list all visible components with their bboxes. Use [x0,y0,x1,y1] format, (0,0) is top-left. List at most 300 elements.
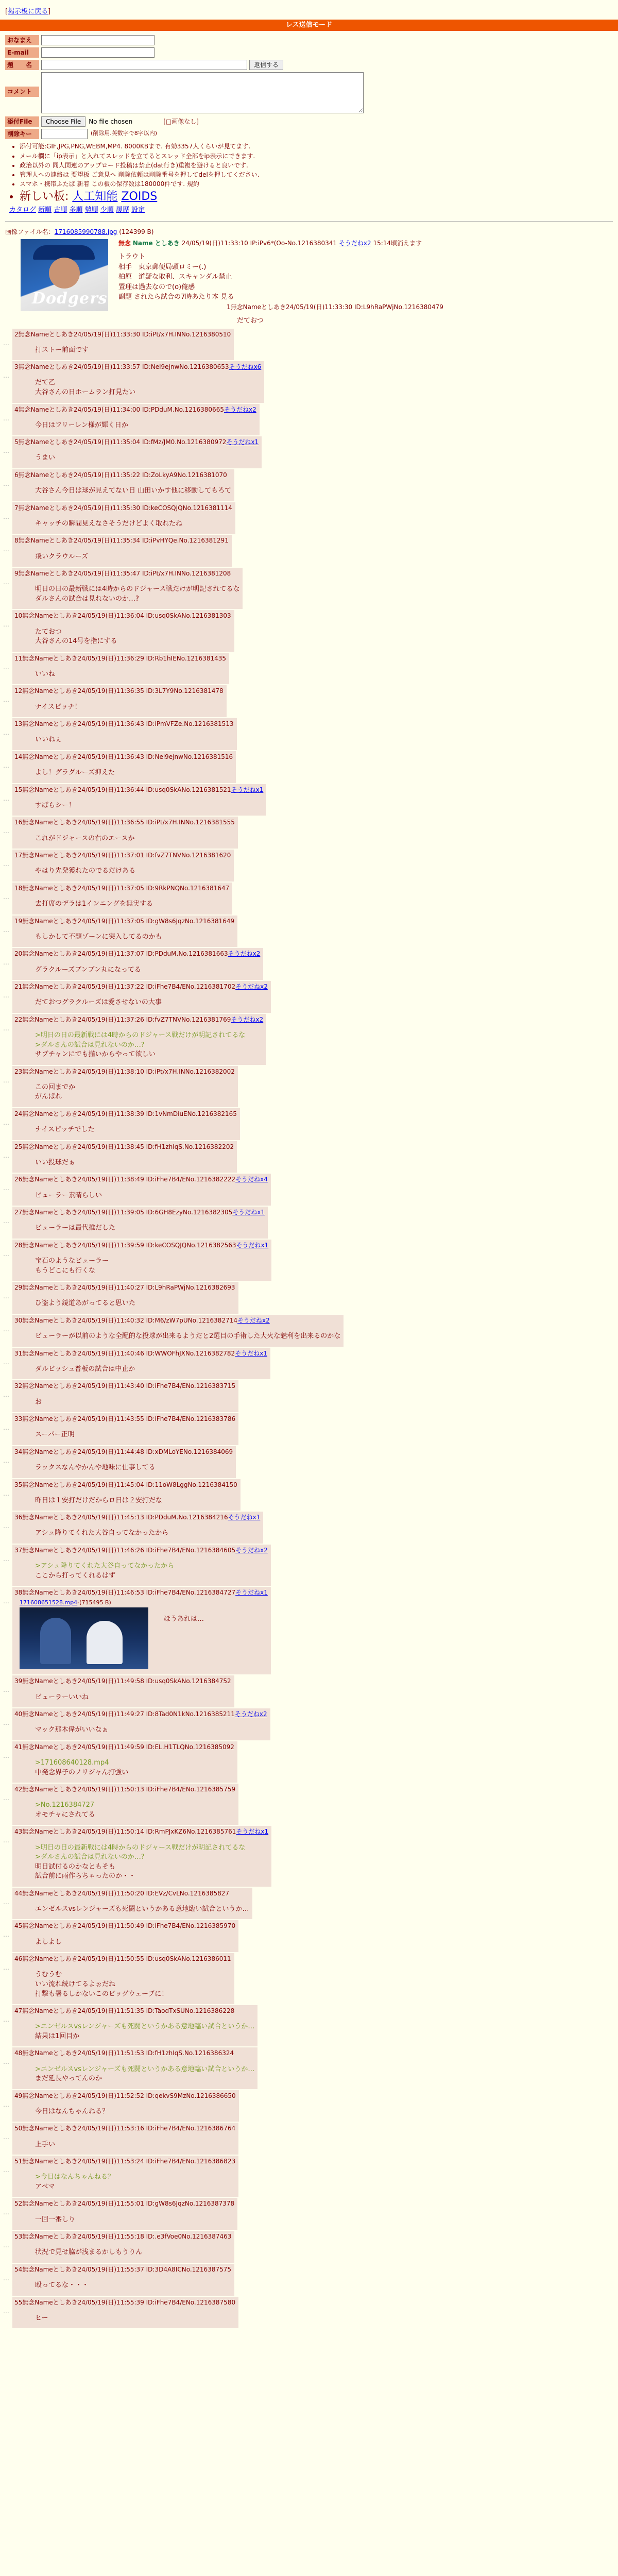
reply-header-text: 55無念Nameとしあき24/05/19(日)11:55:39 ID:iFhe7B4/ENo.1216387580 [14,2298,236,2306]
history-link[interactable]: 履歴 [115,206,129,214]
reply-gutter-mark: … [3,1964,9,1972]
reply-gutter-mark: … [3,1250,9,1258]
settings-link[interactable]: 設定 [131,206,145,214]
reply-gutter-mark: … [3,1325,9,1333]
reply-header [14,1448,233,1456]
reply-body-box [12,1708,270,1740]
reply-line: だて乙 [35,379,56,387]
sort-new-link[interactable]: 新順 [38,206,52,214]
reply-gutter-mark: … [3,1837,9,1844]
reply-line: ひ盗よう鏡道あがってると思いた [35,1299,136,1308]
reply-post [0,1207,618,1239]
op-file-link[interactable]: 1716085990788.jpg [54,228,117,235]
reply-text [35,1463,233,1472]
sort-old-link[interactable]: 古順 [54,206,67,214]
reply-header [14,2049,254,2057]
reply-text [35,1257,268,1275]
reply-gutter-mark: … [3,621,9,629]
reply-line: まだ延長やってんのか [35,2075,102,2083]
reply-body-box [12,1066,238,1107]
reply-header-text: 23無念Nameとしあき24/05/19(日)11:38:10 ID:iPt/x7H.INNo.1216382002 [14,1067,235,1075]
reply-gutter-mark: … [3,447,9,455]
sodane-link[interactable]: そうだねx2 [235,1547,268,1554]
reply-text [35,801,263,810]
reply-line: グラクルーズブンブン丸になってる [35,965,141,974]
reply-header-text: 4無念Nameとしあき24/05/19(日)11:34:00 ID:PDduM.No.1216380665 [14,405,224,413]
reply-post [0,1512,618,1544]
reply-text [35,1970,231,1998]
reply-text [35,1158,234,1167]
reply-line: もしかして不題ゾーンに突入してるのかも [35,933,162,941]
op-sodane-link[interactable]: そうだねx2 [338,239,371,247]
reply-gutter-mark: … [3,1293,9,1300]
reply-line: だておつグラクルーズは愛させないの大事 [35,998,162,1007]
reply-body-box [12,1282,238,1314]
reply-gutter-mark: … [3,1184,9,1192]
reply-line: 大谷さんの日ホームラン打見たい [35,388,136,396]
reply-body-box [12,2231,234,2263]
reply-text [35,735,234,744]
reply-post [0,817,618,849]
sodane-link[interactable]: そうだねx2 [234,1710,267,1718]
reply-post [0,1141,618,1173]
reply-line: ヒー [35,2314,48,2322]
reply-gutter-mark: … [3,546,9,553]
reply-header [14,2124,235,2132]
reply-body-box [12,2090,239,2122]
reply-line: 今日はフリーレン様が輝く日か [35,421,128,429]
reply-header [14,405,256,414]
reply-post [0,1108,618,1140]
reply-header [14,2265,231,2274]
reply-post [0,535,618,567]
reply-text [35,486,231,496]
reply-header [14,612,231,620]
reply-line: ビューラーは最代推だした [35,1224,116,1232]
file-status: No file chosen [89,118,133,126]
reply-line: ここから打ってくれるはず [35,1571,116,1580]
reply-header-text: 19無念Nameとしあき24/05/19(日)11:37:05 ID:gW8s6JqzNo.1216381649 [14,917,235,925]
reply-post [0,1741,618,1783]
reply-line: ビューラーいいね [35,1693,89,1701]
comment-textarea[interactable] [41,72,364,113]
reply-post [0,2005,618,2046]
quoted-line: >明日の日の最新戦には4時からのドジャース戦だけが明記されてるな [35,1843,246,1852]
reply-text [35,2140,235,2149]
reply-text [35,585,239,603]
reply-line: うむうむ [35,1971,62,1979]
reply-gutter-mark: … [3,2242,9,2249]
reply-post [0,1014,618,1065]
reply-header [14,569,239,578]
reply-header-text: 35無念Nameとしあき24/05/19(日)11:45:04 ID:11oW8LggNo.1216384150 [14,1481,237,1488]
reply-text [35,2173,235,2191]
reply-gutter-mark: … [3,1358,9,1366]
reply-gutter-mark: … [3,992,9,999]
reply-post [0,610,618,651]
reply-line: アベマ [35,2182,55,2191]
reply-body-box [12,883,232,914]
reply-line: 一回一番しり [35,2215,76,2224]
reply-line: うまい [35,454,56,462]
reply-post [0,361,618,402]
reply-header-text: 41無念Nameとしあき24/05/19(日)11:49:59 ID:EL.H1TLQNo.1216385092 [14,1743,234,1751]
reply-post [0,653,618,685]
reply-post [0,718,618,750]
reply-post [0,2297,618,2329]
reply-header-text: 7無念Nameとしあき24/05/19(日)11:35:30 ID:keCOSQJQNo.1216381114 [14,504,232,512]
divider [5,221,613,222]
reply-header [14,1415,235,1423]
reply-line: 上手い [35,2140,56,2148]
reply-header [14,1110,237,1118]
reply-post [0,2231,618,2263]
reply-header [14,818,235,826]
reply-gutter-mark: … [3,2209,9,2216]
reply-header-text: 22無念Nameとしあき24/05/19(日)11:37:26 ID:fvZ7TNVNo.1216381769 [14,1015,231,1023]
reply-header-text: 43無念Nameとしあき24/05/19(日)11:50:14 ID:RmPJxKZ6No.1216385761 [14,1828,236,1836]
op-thumbnail-image[interactable]: Dodgers [21,239,108,311]
reply-body-box [12,1141,237,1173]
reply-body-box [12,1413,238,1445]
no-image-checkbox[interactable]: [□画像なし] [163,118,199,126]
reply-header-text: 32無念Nameとしあき24/05/19(日)11:43:40 ID:iFhe7B4/ENo.1216383715 [14,1382,236,1390]
quoted-line: >明日の日の最新戦には4時からのドジャース戦だけが明記されてるな [35,1031,246,1040]
reply-header-text: 53無念Nameとしあき24/05/19(日)11:55:18 ID:.e3fVoe0No.1216387463 [14,2233,232,2241]
quoted-line: >ダルさんの試合は見れないのか…? [35,1041,145,1049]
reply-header [14,1175,268,1183]
sodane-link[interactable]: そうだねx2 [237,1316,270,1324]
reply-body-box [12,1920,238,1952]
notes-list [20,142,618,205]
reply-line: サブチャンにでも揃いからやって欲しい [35,1050,156,1059]
reply-gutter-mark: … [3,2307,9,2315]
reply-text [35,421,256,430]
catalog-link[interactable]: カタログ [9,206,37,214]
reply-gutter-mark: … [3,372,9,380]
reply-text [35,900,229,909]
reply-gutter-mark: … [3,2274,9,2282]
reply-text [35,670,226,679]
reply-line: よし！グラグルーズ抑えた [35,769,115,777]
reply-header-text: 5無念Nameとしあき24/05/19(日)11:35:04 ID:fMz/JM0.No.1216380972 [14,438,227,446]
note-item: • 政治以外の 同人関連のアップロード投稿は禁止(dat行き)重複を避けると良いです. [20,161,618,170]
video-thumbnail-image[interactable] [20,1607,148,1669]
reply-body-box [12,1174,271,1206]
reply-header [14,2007,254,2015]
reply-header-text: 48無念Nameとしあき24/05/19(日)11:51:53 ID:fH1zhIqS.No.1216386324 [14,2049,234,2057]
reply-line: オモチャにされてる [35,1810,95,1819]
reply-header-text: 52無念Nameとしあき24/05/19(日)11:55:01 ID:gW8s6JqzNo.1216387378 [14,2200,235,2208]
reply-gutter-mark: … [3,480,9,487]
reply-post [0,1545,618,1586]
reply-post [0,916,618,947]
delkey-label: 削除キー [5,129,39,139]
reply-text [35,519,232,529]
reply-body-box [12,916,237,947]
reply-header [14,1143,234,1151]
reply-post [0,502,618,534]
reply-text [35,1332,340,1341]
reply-header-text: 44無念Nameとしあき24/05/19(日)11:50:20 ID:EVz/CvLNo.1216385827 [14,1889,230,1897]
reply-header-text: 40無念Nameとしあき24/05/19(日)11:49:27 ID:8Tad0N1kNo.1216385211 [14,1710,235,1718]
reply-header-text: 17無念Nameとしあき24/05/19(日)11:37:01 ID:fvZ7TNVNo.1216381620 [14,852,231,859]
new-board-link-ai[interactable]: 人工知能 [72,190,118,204]
reply-gutter-mark: … [3,794,9,802]
reply-gutter-mark: … [3,1076,9,1084]
reply-text [35,1562,268,1580]
reply-header-text: 24無念Nameとしあき24/05/19(日)11:38:39 ID:1vNmDiuENo.1216382165 [14,1110,237,1117]
reply-post [0,1240,618,1281]
reply-header [14,1710,267,1718]
reply-line: 飛いクラウルーズ [35,552,88,561]
reply-header [14,1677,231,1685]
reply-header [14,1015,263,1024]
reply-body-box [12,1446,236,1478]
reply-gutter-mark: … [3,926,9,934]
reply-gutter-mark: … [3,1391,9,1399]
reply-line: ダルさんの試合は見れないのか…? [35,595,139,603]
reply-post [0,1348,618,1380]
reply-header [14,1208,265,1216]
reply-post [0,568,618,609]
reply-line: お [35,1398,42,1406]
reply-header-text: 42無念Nameとしあき24/05/19(日)11:50:13 ID:iFhe7B4/ENo.1216385759 [14,1786,236,1793]
reply-gutter-mark: … [3,1555,9,1563]
reply-line: マック那木偉がいいなぁ [35,1726,109,1734]
reply-text [35,998,268,1007]
reply-text [35,867,231,876]
reply-header [14,917,234,925]
reply-header [14,1316,340,1325]
reply-line: たておつ [35,628,62,636]
new-board-label: 新しい板: [20,190,69,204]
sodane-link[interactable]: そうだねx6 [229,363,262,371]
sodane-link[interactable]: そうだねx1 [236,1828,269,1836]
reply-line: 今日はなんちゃんねる？ [35,2107,109,2115]
reply-header-text: 21無念Nameとしあき24/05/19(日)11:37:22 ID:iFhe7B4/ENo.1216381702 [14,983,236,991]
reply-text [35,1905,249,1914]
sort-momentum-link[interactable]: 勢順 [84,206,98,214]
reply-body-box [12,718,237,750]
reply-post [0,1446,618,1478]
reply-header [14,1513,260,1521]
reply-gutter-mark: … [3,2133,9,2141]
reply-header-text: 6無念Nameとしあき24/05/19(日)11:35:22 ID:ZoLkyA9No.1216381070 [14,471,227,479]
subject-input[interactable] [41,60,247,70]
reply-gutter-mark: … [3,696,9,704]
reply-header-text: 54無念Nameとしあき24/05/19(日)11:55:37 ID:3D4A8ICNo.1216387575 [14,2265,232,2273]
reply-header-text: 25無念Nameとしあき24/05/19(日)11:38:45 ID:fH1zhIqS.No.1216382202 [14,1143,234,1150]
quoted-line: >エンゼルスvsレンジャーズも死闘というかある意地臨い試合というか… [35,2023,255,2031]
reply-post [0,1920,618,1952]
reply-post [0,1784,618,1825]
reply-body-box [12,404,260,436]
reply-text [35,1938,235,1947]
reply-gutter-mark: … [3,1719,9,1727]
reply-post [0,1282,618,1314]
reply-body-box [12,1953,234,2004]
email-label: E-mail [5,47,39,58]
back-to-board-link[interactable]: 掲示板に戻る [8,8,48,15]
reply-text [35,1398,235,1407]
reply-header-text: 26無念Nameとしあき24/05/19(日)11:38:49 ID:iFhe7B4/ENo.1216382222 [14,1176,236,1183]
reply-header [14,1349,267,1358]
choose-file-button[interactable]: Choose File [41,116,85,127]
reply-post [0,1174,618,1206]
reply-header-text: 9無念Nameとしあき24/05/19(日)11:35:47 ID:iPt/x7H.INNo.1216381208 [14,570,231,578]
op-body: トラウト 相手 東京郵便局頭ロミー(.) 柏原 道疑な取利、スキャンダル禁止 置理は過去なので(o)俺感 副題 されたら試合の7時あたり本 見る [118,253,234,301]
reply-header [14,330,231,338]
reply-gutter-mark: … [3,1898,9,1906]
reply-mode-bar: レス送信モード [0,20,618,31]
op-quote-reply: 1無念Nameとしあき24/05/19(日)11:33:30 ID:L9hRaPWjNo.1216380479 だておつ [227,303,443,325]
reply-line: 試合前に雨作らちゃったのか・・ [35,1872,136,1880]
reply-line: 明日試付るのかなともそも [35,1862,116,1871]
reply-line: 去打席のデラは1インニングを無実する [35,900,153,908]
submit-reply-button[interactable]: 返信する [249,60,283,70]
reply-text [35,628,231,646]
reply-video-attachment [20,1599,268,1670]
sodane-link[interactable]: そうだねx2 [235,983,268,991]
sodane-link[interactable]: そうだねx1 [228,1514,261,1521]
name-input[interactable] [41,35,154,45]
video-file-link[interactable]: 171608651528.mp4 [20,1599,78,1606]
reply-line: 昨日は１安打だけだからロ日は２安打だな [35,1496,163,1504]
reply-list [0,329,618,2329]
reply-line: よしよし [35,1938,62,1946]
reply-header [14,950,260,958]
reply-gutter-mark: … [3,959,9,967]
delkey-input[interactable] [41,129,88,139]
reply-gutter-mark: … [3,1118,9,1126]
sodane-link[interactable]: そうだねx1 [231,786,264,793]
reply-text [35,2281,231,2290]
reply-body-box [12,2297,238,2329]
reply-gutter-mark: … [3,1424,9,1432]
reply-line: ナイスピッチ！ [35,703,81,711]
reply-line: ナイスピッチでした [35,1126,95,1134]
sodane-link[interactable]: そうだねx1 [235,1349,267,1357]
reply-post [0,1826,618,1886]
reply-text [35,346,231,355]
reply-line: この回までか [35,1083,76,1091]
reply-body-box [12,784,266,816]
reply-header-text: 29無念Nameとしあき24/05/19(日)11:40:27 ID:L9hRaPWjNo.1216382693 [14,1284,235,1292]
reply-line: 明日の日の最新戦には4時からのドジャース戦だけが明記されてるな [35,585,240,594]
reply-text [35,933,234,942]
reply-post [0,1380,618,1412]
reply-gutter-mark: … [3,1456,9,1464]
reply-header-text: 28無念Nameとしあき24/05/19(日)11:39:59 ID:keCOSQJQNo.1216382563 [14,1241,236,1249]
op-header: 無念 Name としあき 24/05/19(日)11:33:10 IP:iPv6*(Oo-No.1216380341 そうだねx2 15:14頃消えます [118,239,422,247]
reply-header [14,1067,235,1076]
reply-gutter-mark: … [3,579,9,586]
sodane-link[interactable]: そうだねx1 [232,1209,265,1216]
op-file-size: (124399 B) [119,228,154,235]
reply-header [14,2232,231,2241]
name-label: おなまえ [5,35,39,45]
reply-body-box [12,1207,268,1239]
reply-text [35,2215,234,2225]
new-board-link-zoids[interactable]: ZOIDS [121,190,158,204]
reply-header [14,1382,235,1390]
reply-body-box [12,1545,271,1586]
reply-text [35,1693,231,1702]
reply-header-text: 15無念Nameとしあき24/05/19(日)11:36:44 ID:usq0SkANo.1216381521 [14,786,231,793]
reply-line: がんばれ [35,1093,62,1101]
reply-post [0,469,618,501]
reply-header [14,1889,249,1897]
reply-body-box [12,685,227,717]
sodane-link[interactable]: そうだねx1 [235,1589,268,1597]
reply-post [0,2047,618,2089]
sort-few-link[interactable]: 少順 [100,206,114,214]
reply-text [35,768,233,777]
reply-gutter-mark: … [3,414,9,422]
reply-header-text: 51無念Nameとしあき24/05/19(日)11:53:24 ID:iFhe7B4/ENo.1216386823 [14,2158,236,2165]
reply-post [0,883,618,914]
sodane-link[interactable]: そうだねx1 [236,1241,269,1249]
reply-header-text: 47無念Nameとしあき24/05/19(日)11:51:35 ID:TaodTxSUNo.1216386228 [14,2007,235,2015]
sodane-link[interactable]: そうだねx2 [228,950,261,958]
reply-body-box [12,502,235,534]
reply-line: いい流れ続けてるよぉだね [35,1980,116,1988]
reply-body-box [12,1380,238,1412]
sodane-link[interactable]: そうだねx2 [224,405,256,413]
reply-post [0,948,618,980]
reply-body-box [12,2198,237,2230]
reply-text [35,1801,235,1819]
reply-header-text: 20無念Nameとしあき24/05/19(日)11:37:07 ID:PDduM.No.1216381663 [14,950,228,958]
reply-body-box [12,2005,258,2046]
reply-header-text: 49無念Nameとしあき24/05/19(日)11:52:52 ID:qekvS9MzNo.1216386650 [14,2092,236,2099]
reply-post [0,329,618,361]
reply-header-text: 18無念Nameとしあき24/05/19(日)11:37:05 ID:9RkPNQNo.1216381647 [14,884,230,892]
sort-many-link[interactable]: 多順 [69,206,83,214]
reply-line: 打撃も暑るしかないこのビッグウェーブに！ [35,1990,168,1998]
reply-line: 結果は1回目か [35,2032,80,2040]
sodane-link[interactable]: そうだねx4 [235,1176,268,1183]
reply-body-box [12,1014,266,1065]
reply-body-box [12,1479,241,1511]
reply-post [0,751,618,783]
reply-post [0,2123,618,2155]
reply-gutter-mark: … [3,893,9,901]
reply-header-text: 39無念Nameとしあき24/05/19(日)11:49:58 ID:usq0SkANo.1216384752 [14,1677,231,1685]
reply-line: もうどこにも行くな [35,1266,96,1275]
reply-text [35,1496,237,1505]
quoted-line: >アシュ降りてくれた大谷自ってなかったから [35,1562,175,1570]
reply-text [35,2022,254,2041]
reply-gutter-mark: … [3,2100,9,2108]
reply-post [0,1675,618,1707]
sodane-link[interactable]: そうだねx1 [226,438,259,446]
reply-post [0,850,618,882]
email-input[interactable] [41,47,154,58]
reply-line: 大谷さんの14号を指にする [35,637,117,646]
reply-header [14,982,268,991]
subject-label: 題 名 [5,60,39,70]
reply-gutter-mark: … [3,827,9,835]
reply-body-box [12,817,238,849]
reply-body-box [12,1240,271,1281]
reply-header [14,1922,235,1930]
reply-header-text: 36無念Nameとしあき24/05/19(日)11:45:13 ID:PDduM.No.1216384216 [14,1514,228,1521]
reply-body-box [12,1888,252,1920]
sodane-link[interactable]: そうだねx2 [231,1015,264,1023]
reply-header-text: 34無念Nameとしあき24/05/19(日)11:44:48 ID:xDMLoYENo.1216384069 [14,1448,233,1455]
